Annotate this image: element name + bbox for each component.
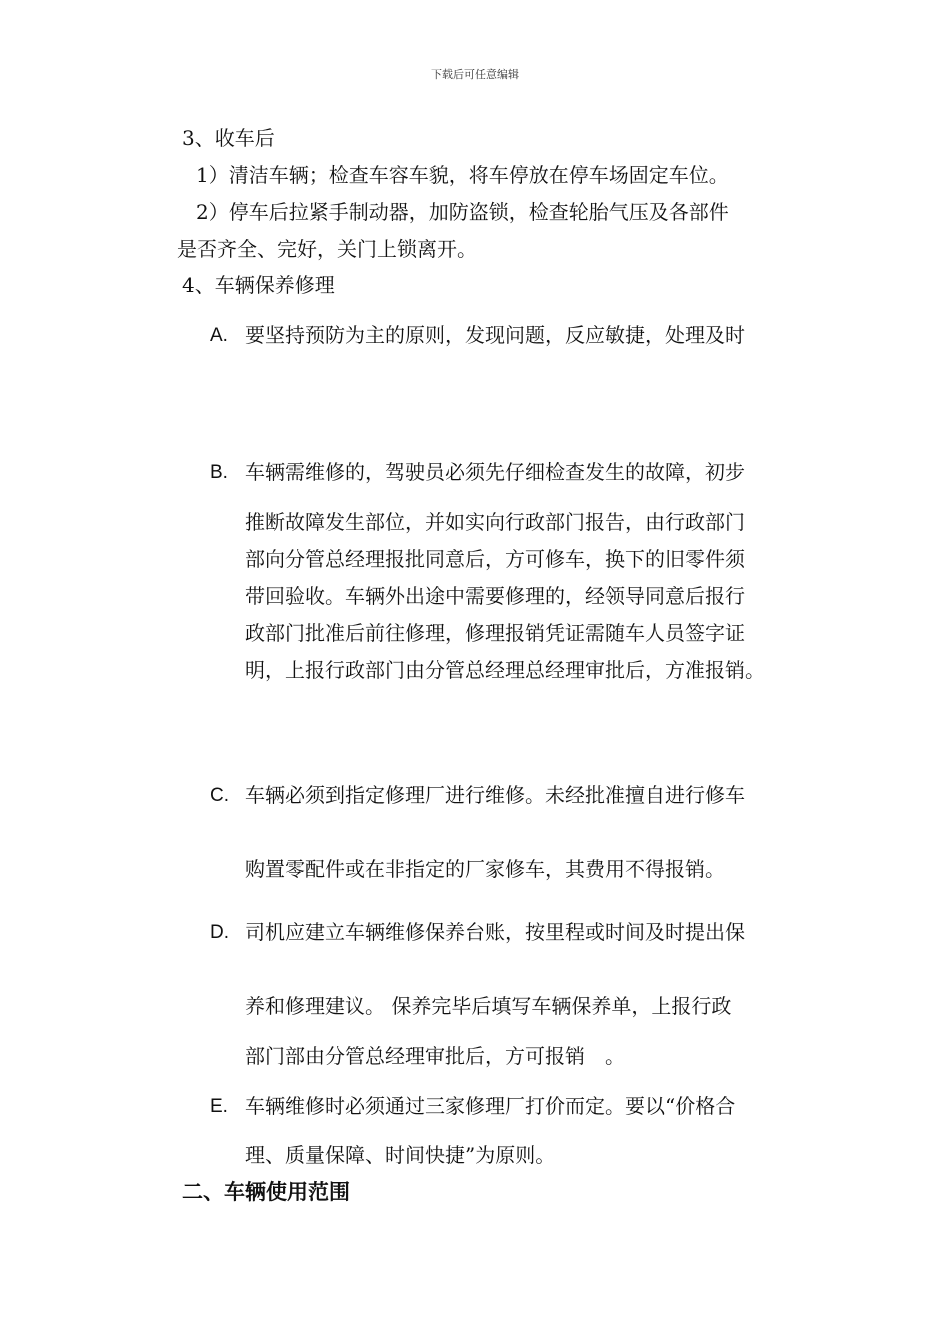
item-d-line-3: 部门部由分管总经理审批后，方可报销 。 [245, 1044, 625, 1068]
item-b-line-6: 明，上报行政部门由分管总经理总经理审批后，方准报销。 [245, 658, 765, 682]
marker-c: C. [210, 785, 229, 806]
item-b-line-5: 政部门批准后前往修理，修理报销凭证需随车人员签字证 [245, 621, 745, 645]
marker-e: E. [210, 1096, 228, 1117]
section-4-title: 4、车辆保养修理 [182, 273, 335, 297]
item-c-line-1: 车辆必须到指定修理厂进行维修。未经批准擅自进行修车 [245, 783, 745, 807]
marker-b: B. [210, 462, 228, 483]
item-2-line-2: 是否齐全、完好，关门上锁离开。 [177, 237, 477, 261]
marker-a: A. [210, 325, 228, 346]
item-e-line-2: 理、质量保障、时间快捷”为原则。 [245, 1143, 556, 1167]
section-3-title: 3、收车后 [182, 126, 275, 150]
item-2-line-1: 2）停车后拉紧手制动器，加防盗锁，检查轮胎气压及各部件 [196, 200, 729, 224]
item-b-line-2: 推断故障发生部位，并如实向行政部门报告，由行政部门 [245, 510, 745, 534]
item-c-line-2: 购置零配件或在非指定的厂家修车，其费用不得报销。 [245, 857, 725, 881]
item-d-line-2: 养和修理建议。 保养完毕后填写车辆保养单，上报行政 [245, 994, 732, 1018]
item-b-line-1: 车辆需维修的，驾驶员必须先仔细检查发生的故障，初步 [245, 460, 745, 484]
item-e-line-1: 车辆维修时必须通过三家修理厂打价而定。要以“价格合 [245, 1094, 736, 1118]
item-b-line-3: 部向分管总经理报批同意后，方可修车，换下的旧零件须 [245, 547, 745, 571]
page-header: 下载后可任意编辑 [431, 68, 519, 81]
item-d-line-1: 司机应建立车辆维修保养台账，按里程或时间及时提出保 [245, 920, 745, 944]
marker-d: D. [210, 922, 229, 943]
section-2-heading: 二、车辆使用范围 [182, 1179, 350, 1204]
item-b-line-4: 带回验收。车辆外出途中需要修理的，经领导同意后报行 [245, 584, 745, 608]
item-1-text: 1）清洁车辆；检查车容车貌，将车停放在停车场固定车位。 [196, 163, 729, 187]
item-a-line-1: 要坚持预防为主的原则，发现问题，反应敏捷，处理及时 [245, 323, 745, 347]
